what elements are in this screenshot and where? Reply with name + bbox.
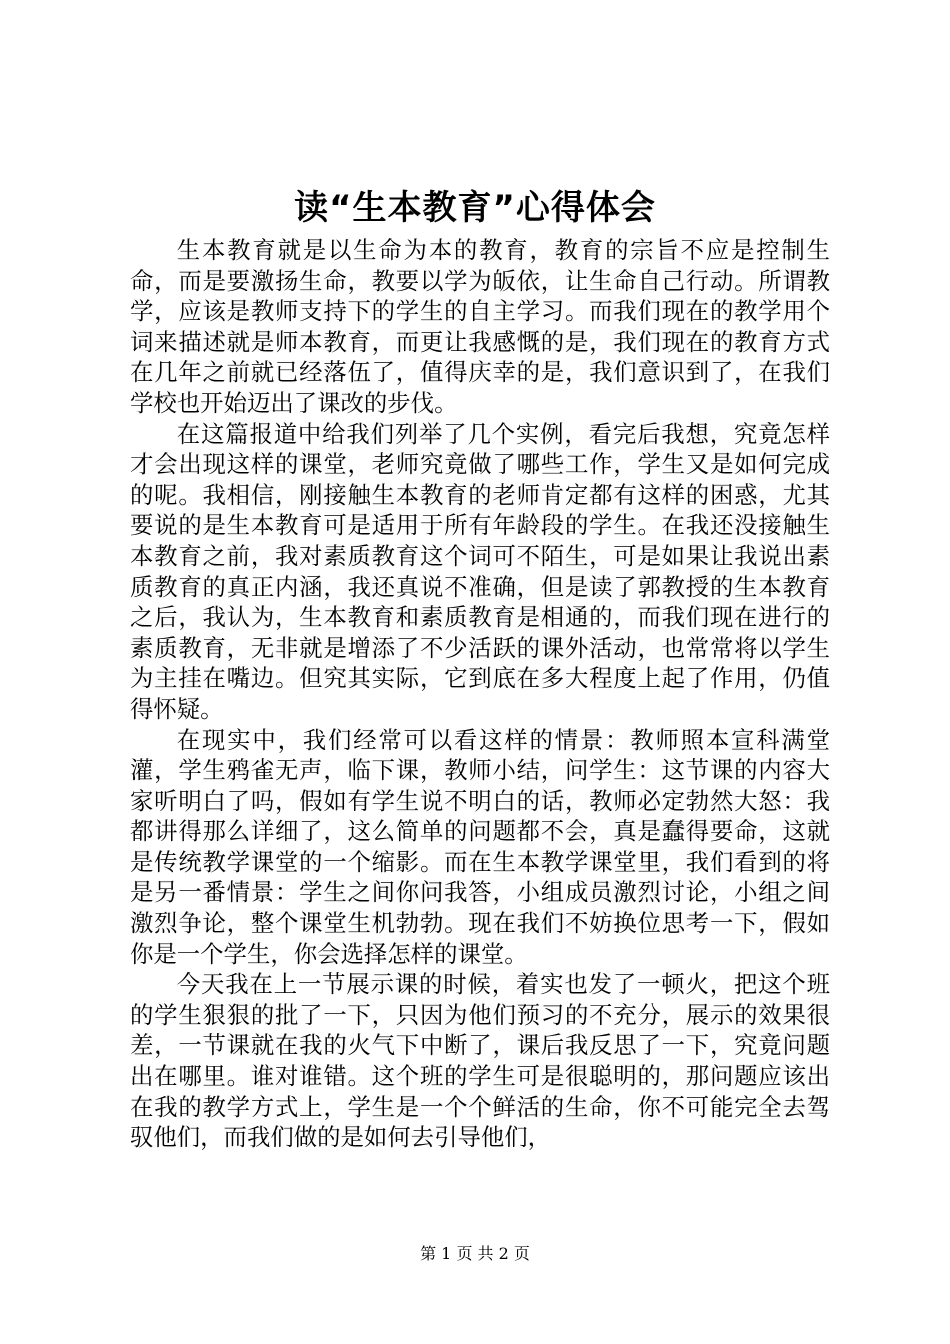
page-footer: 第 1 页 共 2 页	[420, 1244, 530, 1263]
document-title: 读“生本教育”心得体会	[294, 188, 656, 228]
paragraph-2: 在这篇报道中给我们列举了几个实例，看完后我想，究竟怎样才会出现这样的课堂，老师究竟做了哪些工作，学生又是如何完成的呢。我相信，刚接触生本教育的老师肯定都有这样的困惑，尤其要说的是生本教育可是适用于所有年龄段的学生。在我还没接触生本教育之前，我对素质教育这个词可不陌生，可是如果让我说出素质教育的真正内涵，我还真说不准确，但是读了郭教授的生本教育之后，我认为，生本教育和素质教育是相通的，而我们现在进行的素质教育，无非就是增添了不少活跃的课外活动，也常常将以学生为主挂在嘴边。但究其实际，它到底在多大程度上起了作用，仍值得怀疑。	[130, 419, 830, 723]
paragraph-1: 生本教育就是以生命为本的教育，教育的宗旨不应是控制生命，而是要激扬生命，教要以学为皈依，让生命自己行动。所谓教学，应该是教师支持下的学生的自主学习。而我们现在的教学用个词来描述就是师本教育，而更让我感慨的是，我们现在的教育方式在几年之前就已经落伍了，值得庆幸的是，我们意识到了，在我们学校也开始迈出了课改的步伐。	[130, 236, 830, 417]
paragraph-4: 今天我在上一节展示课的时候，着实也发了一顿火，把这个班的学生狠狠的批了一下，只因为他们预习的不充分，展示的效果很差，一节课就在我的火气下中断了，课后我反思了一下，究竟问题出在哪里。谁对谁错。这个班的学生可是很聪明的，那问题应该出在我的教学方式上，学生是一个个鲜活的生命，你不可能完全去驾驭他们，而我们做的是如何去引导他们，	[130, 970, 830, 1152]
paragraph-3: 在现实中，我们经常可以看这样的情景：教师照本宣科满堂灌，学生鸦雀无声，临下课，教师小结，问学生：这节课的内容大家听明白了吗，假如有学生说不明白的话，教师必定勃然大怒：我都讲得那么详细了，这么简单的问题都不会，真是蠢得要命，这就是传统教学课堂的一个缩影。而在生本教学课堂里，我们看到的将是另一番情景：学生之间你问我答，小组成员激烈讨论，小组之间激烈争论，整个课堂生机勃勃。现在我们不妨换位思考一下，假如你是一个学生，你会选择怎样的课堂。	[130, 725, 830, 968]
document-body	[130, 235, 830, 1153]
